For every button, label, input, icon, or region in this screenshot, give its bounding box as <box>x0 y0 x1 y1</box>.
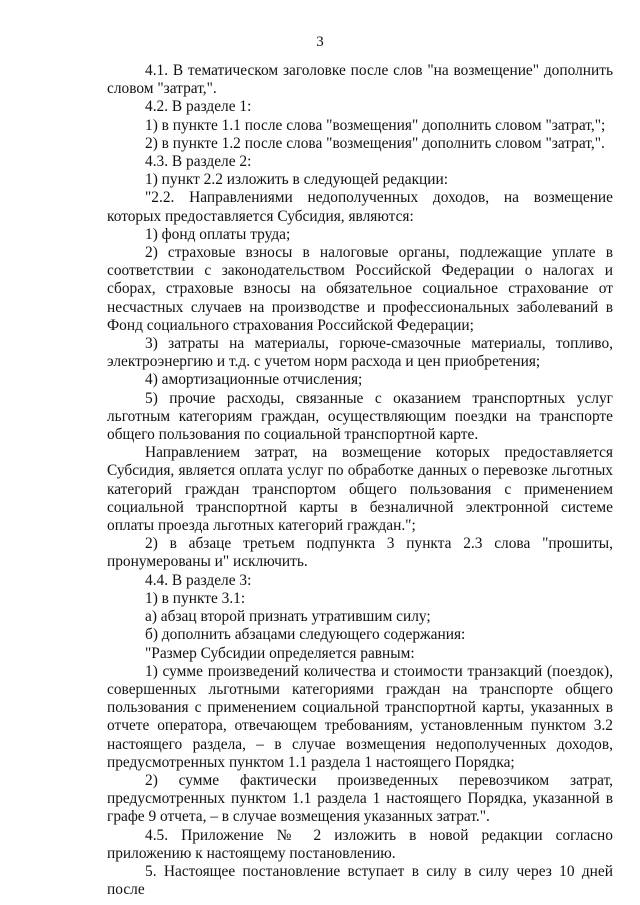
paragraph-4-4-heading: 4.4. В разделе 3: <box>145 571 252 589</box>
paragraph-4-1: 4.1. В тематическом заголовке после слов "на возмещение" дополнить словом "затрат,". <box>107 62 613 98</box>
paragraph-4-3-item-2: 2) в абзаце третьем подпункта 3 пункта 2.3 слова "прошиты, пронумерованы и" исключить. <box>107 535 613 571</box>
paragraph-4-3-heading: 4.3. В разделе 2: <box>145 153 252 171</box>
paragraph-2-2-intro: "2.2. Направлениями недополученных доходов, на возмещение которых предоставляется Субсидия, являются: <box>107 189 613 225</box>
paragraph-4-4-item-b: б) дополнить абзацами следующего содержания: <box>145 626 466 644</box>
paragraph-4-3-item-1: 1) пункт 2.2 изложить в следующей редакции: <box>145 171 449 189</box>
paragraph-subsidy-item-1: 1) сумме произведений количества и стоимости транзакций (поездок), совершенных льготными категориями граждан на транспорте общего пользования с применением социальной транспортной карты, указанных в отчете оператора, отвечающем требованиям, установленным пунктом 3.2 настоящего раздела, – в случае возмещения недополученных доходов, предусмотренных пунктом 1.1 раздела 1 настоящего Порядка; <box>107 662 613 771</box>
paragraph-subsidy-item-2: 2) сумме фактически произведенных перевозчиком затрат, предусмотренных пунктом 1.1 раздела 1 настоящего Порядка, указанной в графе 9 отчета, – в случае возмещения указанных затрат.". <box>107 771 613 826</box>
paragraph-2-2-item-4: 4) амортизационные отчисления; <box>145 371 363 389</box>
paragraph-cost-direction: Направлением затрат, на возмещение которых предоставляется Субсидия, является оплата услуг по обработке данных о перевозке льготных категорий граждан транспортом общего пользования с применением социальной транспортной карты в безналичной электронной системе оплаты проезда льготных категорий граждан."; <box>107 444 613 535</box>
paragraph-4-5: 4.5. Приложение № 2 изложить в новой редакции согласно приложению к настоящему постановлению. <box>107 826 613 862</box>
paragraph-2-2-item-1: 1) фонд оплаты труда; <box>145 225 291 243</box>
page-number: 3 <box>316 34 324 50</box>
paragraph-2-2-item-2: 2) страховые взносы в налоговые органы, подлежащие уплате в соответствии с законодательством Российской Федерации о налогах и сборах, страховые взносы на обязательное социальное страхование от несчастных случаев на производстве и профессиональных заболеваний в Фонд социального страхования Российской Федерации; <box>107 244 613 334</box>
paragraph-4-2-item-1: 1) в пункте 1.1 после слова "возмещения" дополнить словом "затрат,"; <box>145 116 606 134</box>
paragraph-4-4-item-a: а) абзац второй признать утратившим силу; <box>145 608 431 626</box>
paragraph-2-2-item-5: 5) прочие расходы, связанные с оказанием транспортных услуг льготным категориям граждан, осуществляющим поездки на транспорте общего пользования по социальной транспортной карте. <box>107 389 613 444</box>
paragraph-4-2-heading: 4.2. В разделе 1: <box>145 98 252 116</box>
paragraph-5: 5. Настоящее постановление вступает в силу в силу через 10 дней после <box>107 862 613 899</box>
paragraph-subsidy-size: "Размер Субсидии определяется равным: <box>145 644 415 662</box>
document-body <box>107 62 613 899</box>
paragraph-4-4-item-1: 1) в пункте 3.1: <box>145 589 246 607</box>
paragraph-4-2-item-2: 2) в пункте 1.2 после слова "возмещения" дополнить словом "затрат,". <box>145 134 605 152</box>
paragraph-2-2-item-3: 3) затраты на материалы, горюче-смазочные материалы, топливо, электроэнергию и т.д. с учетом норм расхода и цен приобретения; <box>107 335 613 371</box>
